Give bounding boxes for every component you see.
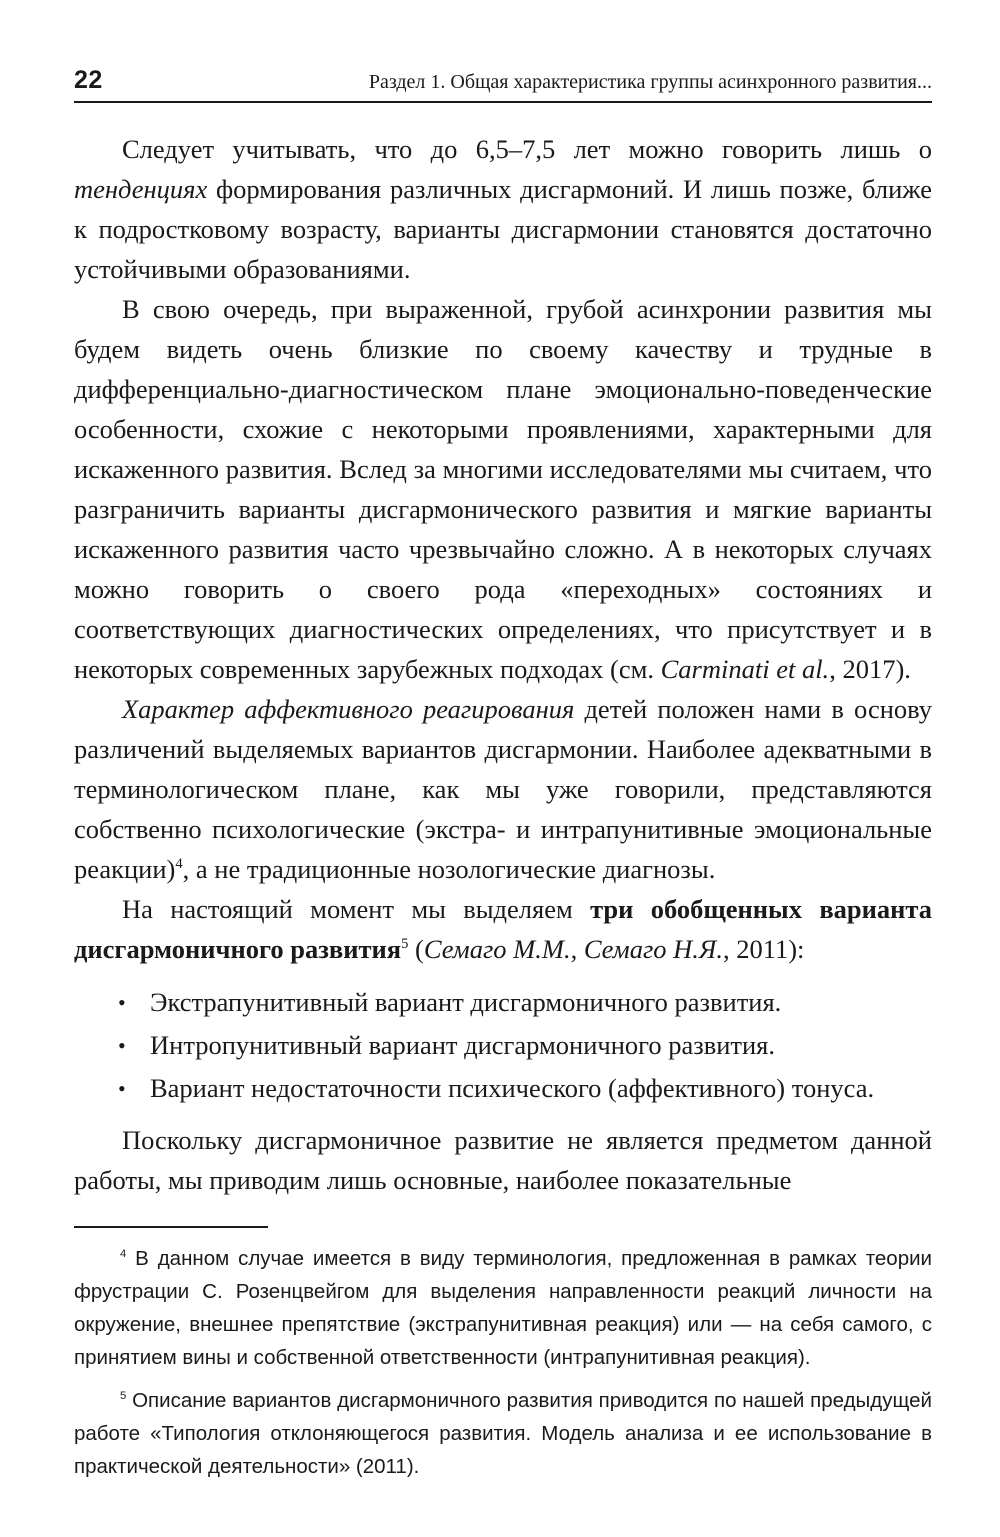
running-title: Раздел 1. Общая характеристика группы асинхронного развития... xyxy=(368,71,932,93)
bullet-icon: • xyxy=(118,1033,126,1058)
footnote-text: Описание вариантов дисгармоничного развития приводится по нашей предыдущей работе «Типология отклоняющегося развития. Модель анализа и ее использование в практической деятельности» (2011). xyxy=(74,1389,932,1478)
footnote-ref-4: 4 xyxy=(175,856,183,873)
paragraph-5-text: Поскольку дисгармоничное развитие не является предметом данной работы, мы приводим лишь основные, наиболее показательные xyxy=(74,1125,932,1195)
paragraph-4-paren: ( xyxy=(408,934,424,964)
citation-author: Carminati et al. xyxy=(660,654,830,684)
paragraph-2-text-end: , 2017). xyxy=(829,654,911,684)
list-item xyxy=(74,1067,932,1110)
paragraph-5 xyxy=(74,1120,932,1200)
footnote-4 xyxy=(74,1242,932,1374)
page-number: 22 xyxy=(74,66,103,94)
paragraph-2-text: В свою очередь, при выраженной, грубой асинхронии развития мы будем видеть очень близкие по своему качеству и трудные в дифференциально-диагностическом плане эмоционально-поведенческие особенности, схожие с некоторыми проявлениями, характерными для искаженного развития. Вслед за многими исследователями мы считаем, что разграничить варианты дисгармонического развития и мягкие варианты искаженного развития часто чрезвычайно сложно. А в некоторых случаях можно говорить о своего рода «переходных» состояниях и соответствующих диагностических определениях, что присутствует и в некоторых современных зарубежных подходах (см. xyxy=(74,294,932,684)
bullet-icon: • xyxy=(118,1076,126,1101)
footnote-divider xyxy=(74,1226,268,1228)
paragraph-2 xyxy=(74,289,932,689)
citation-authors: Семаго М.М., Семаго Н.Я. xyxy=(423,934,723,964)
paragraph-1 xyxy=(74,129,932,289)
page-header xyxy=(74,66,932,103)
footnote-text: В данном случае имеется в виду терминология, предложенная в рамках теории фрустрации С. Розенцвейгом для выделения направленности реакций личности на окружение, внешнее препятствие (экстрапунитивная реакция) или — на себя самого, с принятием вины и собственной ответственности (интрапунитивная реакция). xyxy=(74,1247,932,1369)
footnote-number: 5 xyxy=(120,1390,127,1403)
paragraph-4 xyxy=(74,889,932,969)
list-item-text: Вариант недостаточности психического (аффективного) тонуса. xyxy=(150,1073,875,1103)
paragraph-1-emphasis: тенденциях xyxy=(74,174,208,204)
footnote-5 xyxy=(74,1384,932,1483)
list-item xyxy=(74,981,932,1024)
paragraph-3-text: детей положен нами в основу различений выделяемых вариантов дисгармонии. Наиболее адекватными в терминологическом плане, как мы уже говорили, представляются собственно психологические (экстра- и интрапунитивные эмоциональные реакции) xyxy=(74,694,933,884)
paragraph-4-text-end: , 2011): xyxy=(722,934,805,964)
paragraph-3-text-end: , а не традиционные нозологические диагнозы. xyxy=(182,854,716,884)
paragraph-4-text: На настоящий момент мы выделяем xyxy=(122,894,591,924)
paragraph-1-text-end: формирования различных дисгармоний. И лишь позже, ближе к подростковому возрасту, варианты дисгармонии становятся достаточно устойчивыми образованиями. xyxy=(74,174,932,284)
footnotes xyxy=(74,1242,932,1483)
main-text xyxy=(74,129,932,1200)
paragraph-4-bold: три обобщенных варианта дисгармоничного развития xyxy=(74,894,932,964)
bullet-icon: • xyxy=(118,990,126,1015)
list-item-text: Экстрапунитивный вариант дисгармоничного развития. xyxy=(150,987,782,1017)
paragraph-1-text: Следует учитывать, что до 6,5–7,5 лет можно говорить лишь о xyxy=(122,134,932,164)
footnote-number: 4 xyxy=(120,1248,127,1261)
variants-list xyxy=(74,981,932,1110)
footnote-ref-5: 5 xyxy=(401,936,409,953)
list-item xyxy=(74,1024,932,1067)
list-item-text: Интропунитивный вариант дисгармоничного развития. xyxy=(150,1030,775,1060)
paragraph-3-emphasis: Характер аффективного реагирования xyxy=(122,694,575,724)
paragraph-3 xyxy=(74,689,932,889)
